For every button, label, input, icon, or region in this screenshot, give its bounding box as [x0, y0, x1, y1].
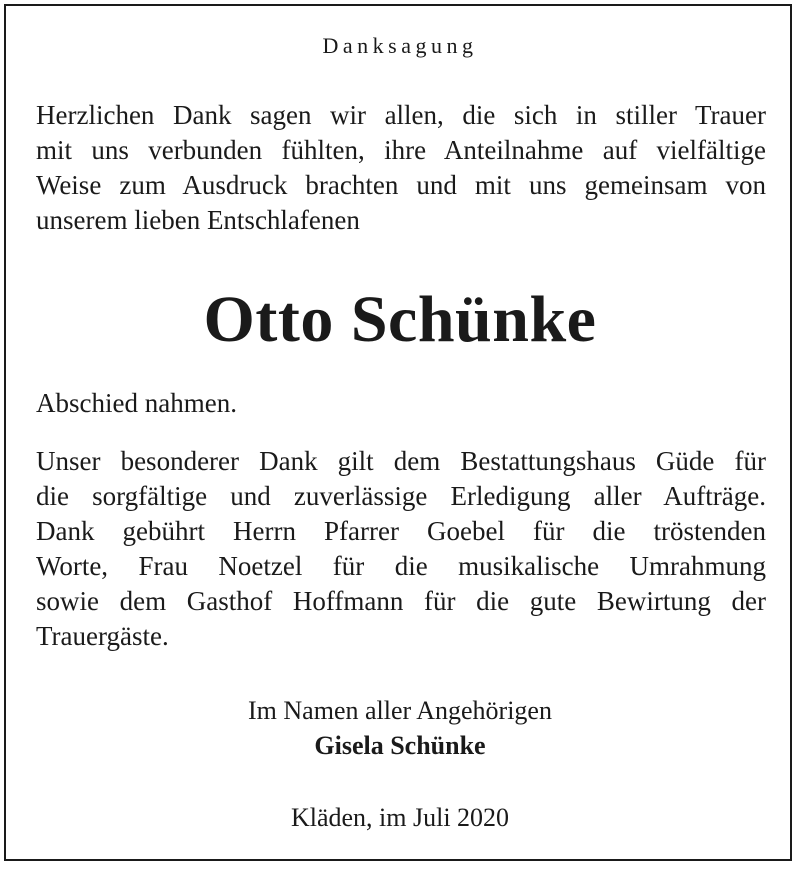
- signer-name: Gisela Schünke: [314, 731, 486, 760]
- thanks-line: Unser besonderer Dank gilt dem Bestattungshaus Güde für: [36, 446, 766, 476]
- place-date: Kläden, im Juli 2020: [290, 803, 510, 832]
- farewell-line: Abschied nahmen.: [36, 388, 237, 418]
- intro-line: Weise zum Ausdruck brachten und mit uns gemeinsam von: [36, 170, 766, 200]
- intro-line: Herzlichen Dank sagen wir allen, die sich in stiller Trauer: [36, 100, 766, 130]
- thanks-line: Worte, Frau Noetzel für die musikalische Umrahmung: [36, 551, 766, 581]
- on-behalf-line: Im Namen aller Angehörigen: [248, 696, 552, 725]
- intro-line: unserem lieben Entschlafenen: [36, 205, 360, 235]
- farewell-paragraph: [36, 386, 766, 421]
- notice-heading: Danksagung: [322, 33, 478, 58]
- thanks-line: sowie dem Gasthof Hoffmann für die gute Bewirtung der: [36, 586, 766, 616]
- thanks-line: Dank gebührt Herrn Pfarrer Goebel für die tröstenden: [36, 516, 766, 546]
- deceased-name: Otto Schünke: [203, 283, 597, 356]
- intro-line: mit uns verbunden fühlten, ihre Anteilnahme auf vielfältige: [36, 135, 766, 165]
- thanks-line: Trauergäste.: [36, 621, 169, 651]
- thanks-paragraph: [36, 444, 766, 654]
- intro-paragraph: [36, 98, 766, 238]
- thanks-line: die sorgfältige und zuverlässige Erledigung aller Aufträge.: [36, 481, 766, 511]
